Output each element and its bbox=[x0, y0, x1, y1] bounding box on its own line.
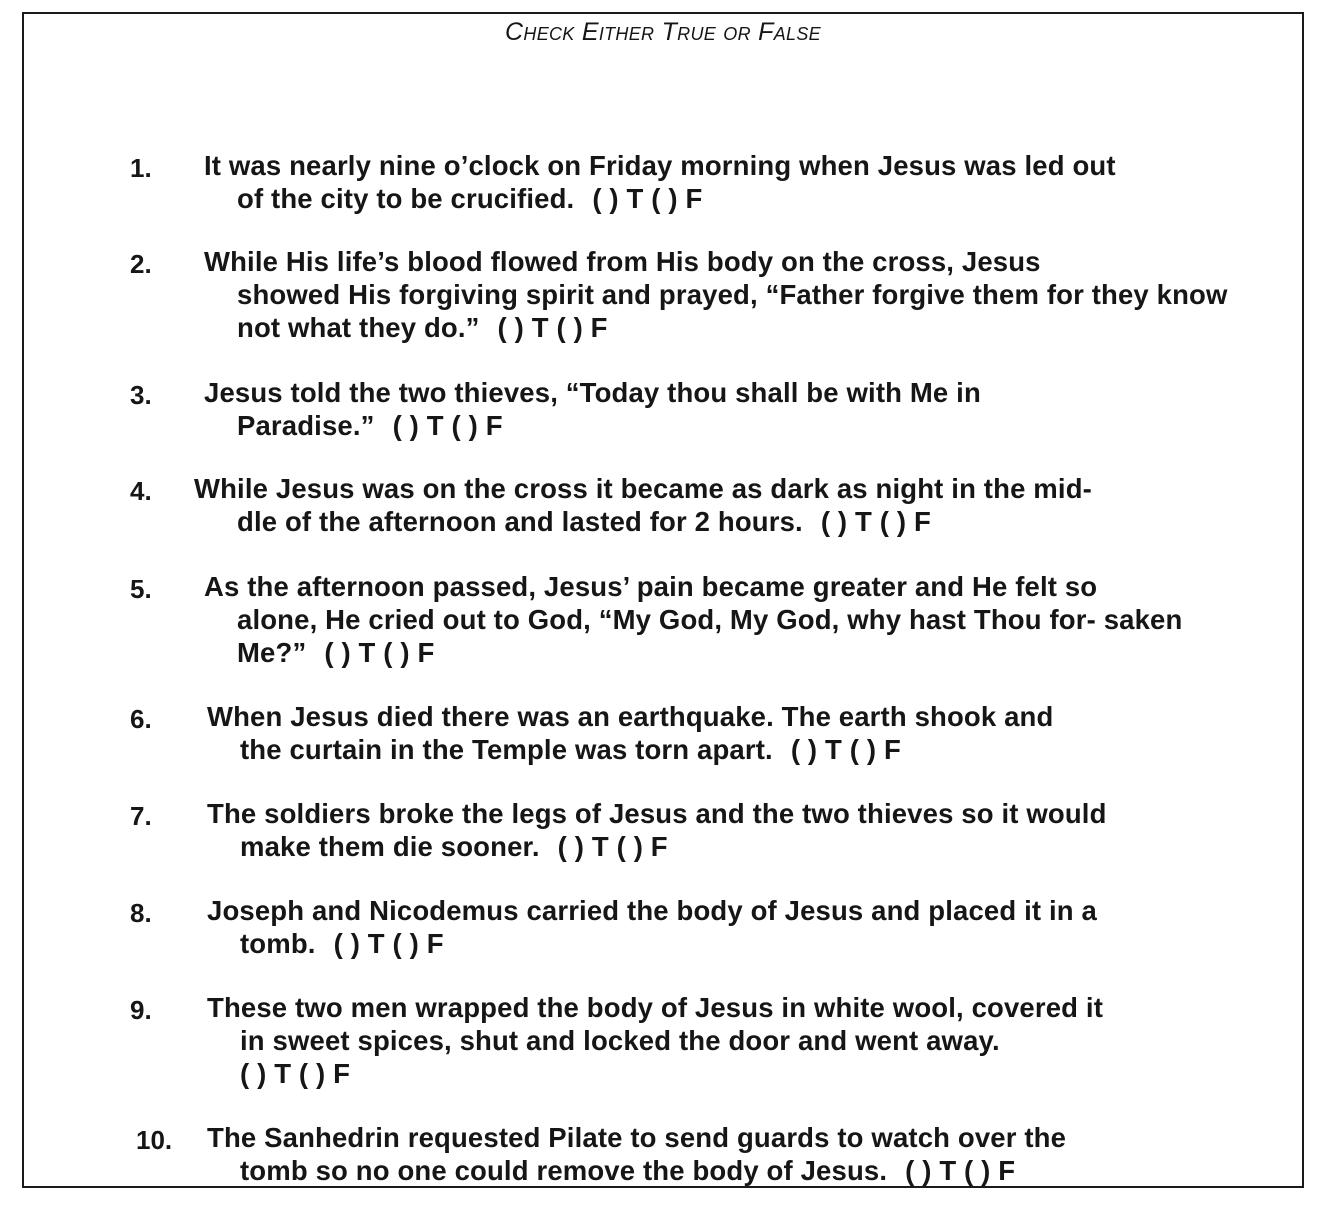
question-number: 8. bbox=[130, 898, 152, 928]
question-rest-lines: tomb. bbox=[240, 928, 316, 959]
question-number: 4. bbox=[130, 476, 152, 506]
question-rest-lines: make them die sooner. bbox=[240, 831, 540, 862]
true-false-choices[interactable]: ( ) T ( ) F bbox=[557, 831, 668, 862]
question-number: 7. bbox=[130, 801, 152, 831]
true-false-choices[interactable]: ( ) T ( ) F bbox=[820, 506, 931, 537]
question-text bbox=[204, 376, 1299, 442]
question-continuation bbox=[207, 830, 1302, 863]
question-rest-lines: tomb so no one could remove the body of Jesus. bbox=[240, 1155, 888, 1186]
question-text bbox=[207, 894, 1302, 960]
question-number: 1. bbox=[130, 153, 152, 183]
true-false-choices[interactable]: ( ) T ( ) F bbox=[592, 183, 703, 214]
question-text bbox=[204, 570, 1299, 669]
question-first-line: The Sanhedrin requested Pilate to send guards to watch over the bbox=[207, 1122, 1067, 1153]
true-false-choices[interactable]: ( ) T ( ) F bbox=[240, 1058, 351, 1089]
question-first-line: It was nearly nine o’clock on Friday morning when Jesus was led out bbox=[204, 150, 1116, 181]
question-rest-lines: in sweet spices, shut and locked the door and went away. bbox=[240, 1025, 1000, 1056]
question-continuation bbox=[207, 927, 1302, 960]
worksheet-title: Check Either True or False bbox=[505, 18, 821, 46]
question-rest-lines: of the city to be crucified. bbox=[237, 183, 575, 214]
question-continuation bbox=[204, 409, 1299, 442]
question-number: 5. bbox=[130, 574, 152, 604]
question-continuation bbox=[194, 505, 1289, 538]
true-false-choices[interactable]: ( ) T ( ) F bbox=[905, 1155, 1016, 1186]
question-first-line: While Jesus was on the cross it became as dark as night in the mid- bbox=[194, 473, 1092, 504]
question-continuation bbox=[207, 1154, 1302, 1187]
question-first-line: The soldiers broke the legs of Jesus and the two thieves so it would bbox=[207, 798, 1107, 829]
question-continuation bbox=[207, 1024, 1302, 1090]
question-first-line: While His life’s blood flowed from His body on the cross, Jesus bbox=[204, 246, 1041, 277]
question-rest-lines: alone, He cried out to God, “My God, My God, why hast Thou for- saken Me?” bbox=[237, 604, 1183, 668]
question-rest-lines: dle of the afternoon and lasted for 2 hours. bbox=[237, 506, 803, 537]
true-false-choices[interactable]: ( ) T ( ) F bbox=[392, 410, 503, 441]
question-continuation bbox=[207, 733, 1302, 766]
question-number: 6. bbox=[130, 704, 152, 734]
question-continuation bbox=[204, 182, 1299, 215]
question-text bbox=[207, 797, 1302, 863]
question-first-line: When Jesus died there was an earthquake. The earth shook and bbox=[207, 701, 1054, 732]
question-rest-lines: Paradise.” bbox=[237, 410, 375, 441]
question-rest-lines: the curtain in the Temple was torn apart. bbox=[240, 734, 773, 765]
question-text bbox=[207, 700, 1302, 766]
question-text bbox=[207, 991, 1302, 1090]
worksheet-frame bbox=[22, 12, 1304, 1188]
question-text bbox=[204, 245, 1299, 344]
question-rest-lines: showed His forgiving spirit and prayed, “Father forgive them for they know not what they do.” bbox=[237, 279, 1228, 343]
question-number: 3. bbox=[130, 380, 152, 410]
true-false-choices[interactable]: ( ) T ( ) F bbox=[333, 928, 444, 959]
question-text bbox=[207, 1121, 1302, 1187]
question-first-line: Jesus told the two thieves, “Today thou shall be with Me in bbox=[204, 377, 981, 408]
question-text bbox=[194, 472, 1289, 538]
question-first-line: As the afternoon passed, Jesus’ pain became greater and He felt so bbox=[204, 571, 1098, 602]
question-continuation bbox=[204, 278, 1247, 344]
question-text bbox=[204, 149, 1299, 215]
question-number: 9. bbox=[130, 995, 152, 1025]
question-first-line: Joseph and Nicodemus carried the body of Jesus and placed it in a bbox=[207, 895, 1097, 926]
true-false-choices[interactable]: ( ) T ( ) F bbox=[790, 734, 901, 765]
question-number: 10. bbox=[136, 1125, 173, 1155]
question-continuation bbox=[204, 603, 1299, 669]
true-false-choices[interactable]: ( ) T ( ) F bbox=[324, 637, 435, 668]
true-false-choices[interactable]: ( ) T ( ) F bbox=[497, 312, 608, 343]
question-number: 2. bbox=[130, 249, 152, 279]
question-first-line: These two men wrapped the body of Jesus in white wool, covered it bbox=[207, 992, 1104, 1023]
